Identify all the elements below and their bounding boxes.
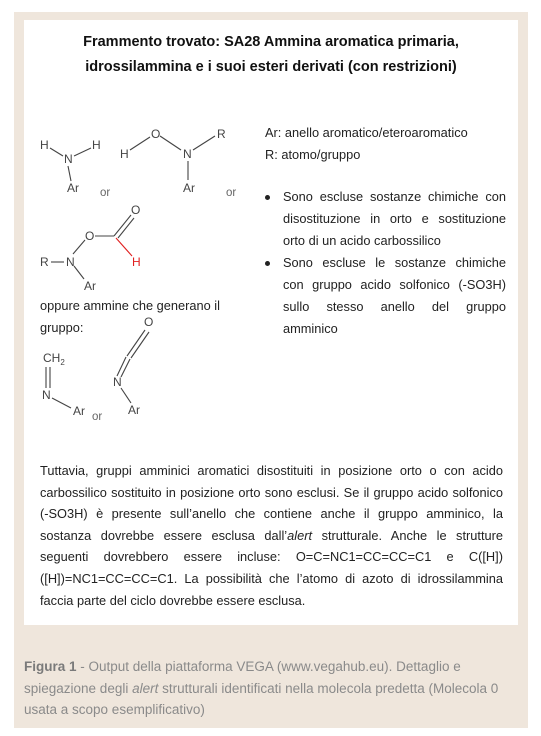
title-line-2: idrossilammina e i suoi esteri derivati (con restrizioni) bbox=[85, 59, 457, 75]
bond bbox=[50, 148, 63, 156]
atom-label: R bbox=[217, 127, 226, 141]
bond bbox=[117, 357, 126, 376]
bond bbox=[193, 136, 215, 150]
amine-note: oppure ammine che generano il gruppo: bbox=[40, 298, 220, 335]
atom-label: H bbox=[92, 138, 101, 152]
atom-label: Ar bbox=[183, 181, 195, 195]
exclusion-item bbox=[262, 252, 506, 340]
atom-label: N bbox=[42, 388, 51, 402]
bond bbox=[74, 266, 84, 279]
exclusion-item bbox=[262, 186, 506, 252]
highlighted-bond bbox=[116, 238, 132, 256]
atom-label: O bbox=[131, 203, 141, 217]
atom-label: N bbox=[64, 152, 73, 166]
exclusion-list bbox=[262, 186, 506, 340]
bond bbox=[121, 359, 130, 377]
atom-label: N bbox=[113, 375, 122, 389]
bond bbox=[160, 136, 181, 150]
atom-label: O bbox=[144, 315, 154, 329]
legend-r: R: atomo/gruppo bbox=[265, 147, 361, 162]
caption-label: Figura 1 bbox=[24, 659, 77, 674]
atom-label: O bbox=[151, 127, 161, 141]
atom-label: O bbox=[85, 229, 95, 243]
atom-label: N bbox=[183, 147, 192, 161]
caption-text: strutturali identificati nella molecola predetta (Molecola 0 usata a scopo esemplificativo) bbox=[24, 680, 499, 717]
atom-label: N bbox=[66, 255, 75, 269]
exclusion-text: Sono escluse sostanze chimiche con disostituzione in orto e sostituzione orto di un acido carbossilico bbox=[283, 189, 506, 248]
atom-label: Ar bbox=[84, 279, 96, 293]
bond bbox=[74, 148, 91, 156]
atom-label: R bbox=[40, 255, 49, 269]
bond bbox=[130, 137, 150, 150]
atom-label: $CH_2$ bbox=[43, 351, 65, 367]
structure-primary-amine bbox=[40, 138, 110, 199]
structure-hydroxylamine-ester bbox=[40, 203, 141, 293]
highlighted-atom-label: H bbox=[132, 255, 141, 269]
explanation-paragraph bbox=[40, 460, 503, 611]
bond bbox=[121, 388, 131, 403]
atom-label: H bbox=[40, 138, 49, 152]
atom-label: Ar bbox=[128, 403, 140, 417]
title-line-1: Frammento trovato: SA28 Ammina aromatica primaria, bbox=[83, 34, 459, 50]
structure-imine bbox=[42, 351, 102, 423]
legend-ar: Ar: anello aromatico/eteroaromatico bbox=[265, 125, 468, 140]
bullet-dot bbox=[265, 195, 270, 200]
or-separator: or bbox=[92, 411, 103, 423]
bond bbox=[52, 398, 71, 408]
atom-label: Ar bbox=[73, 404, 85, 418]
atom-label: H bbox=[120, 147, 129, 161]
paragraph-italic: alert bbox=[287, 527, 313, 543]
symbol-legend bbox=[265, 122, 468, 166]
structure-hydroxylamine bbox=[120, 127, 236, 199]
exclusion-text: Sono escluse le sostanze chimiche con gruppo acido solfonico (-SO3H) sullo stesso anello del gruppo amminico bbox=[283, 255, 506, 336]
atom-label: Ar bbox=[67, 181, 79, 195]
bond bbox=[73, 240, 85, 254]
bond bbox=[68, 166, 71, 181]
paragraph-text: strutturale. Anche le strutture seguenti dovrebbero essere incluse: O=C=NC1=CC=CC=C1 e C([H])([H])=NC1=CC=CC=C1. La possibilità che l’atomo di azoto di idrossilammina faccia parte del ciclo dovrebbe essere esclusa. bbox=[40, 527, 503, 608]
figure-caption bbox=[24, 656, 524, 721]
caption-italic: alert bbox=[132, 680, 159, 696]
or-separator: or bbox=[226, 187, 237, 199]
caption-text: - Output della piattaforma VEGA (www.vegahub.eu). Dettaglio e spiegazione degli bbox=[24, 659, 461, 696]
bullet-dot bbox=[265, 261, 270, 266]
paragraph-text: Tuttavia, gruppi amminici aromatici disostituiti in posizione orto o con acido carbossilico sostituito in posizione orto sono esclusi. Se il gruppo acido solfonico (-SO3H) è presente sull’anello che contiene anche il gruppo amminico, la sostanza dovrebbe essere esclusa dall’ bbox=[40, 463, 503, 543]
or-separator: or bbox=[100, 187, 111, 199]
